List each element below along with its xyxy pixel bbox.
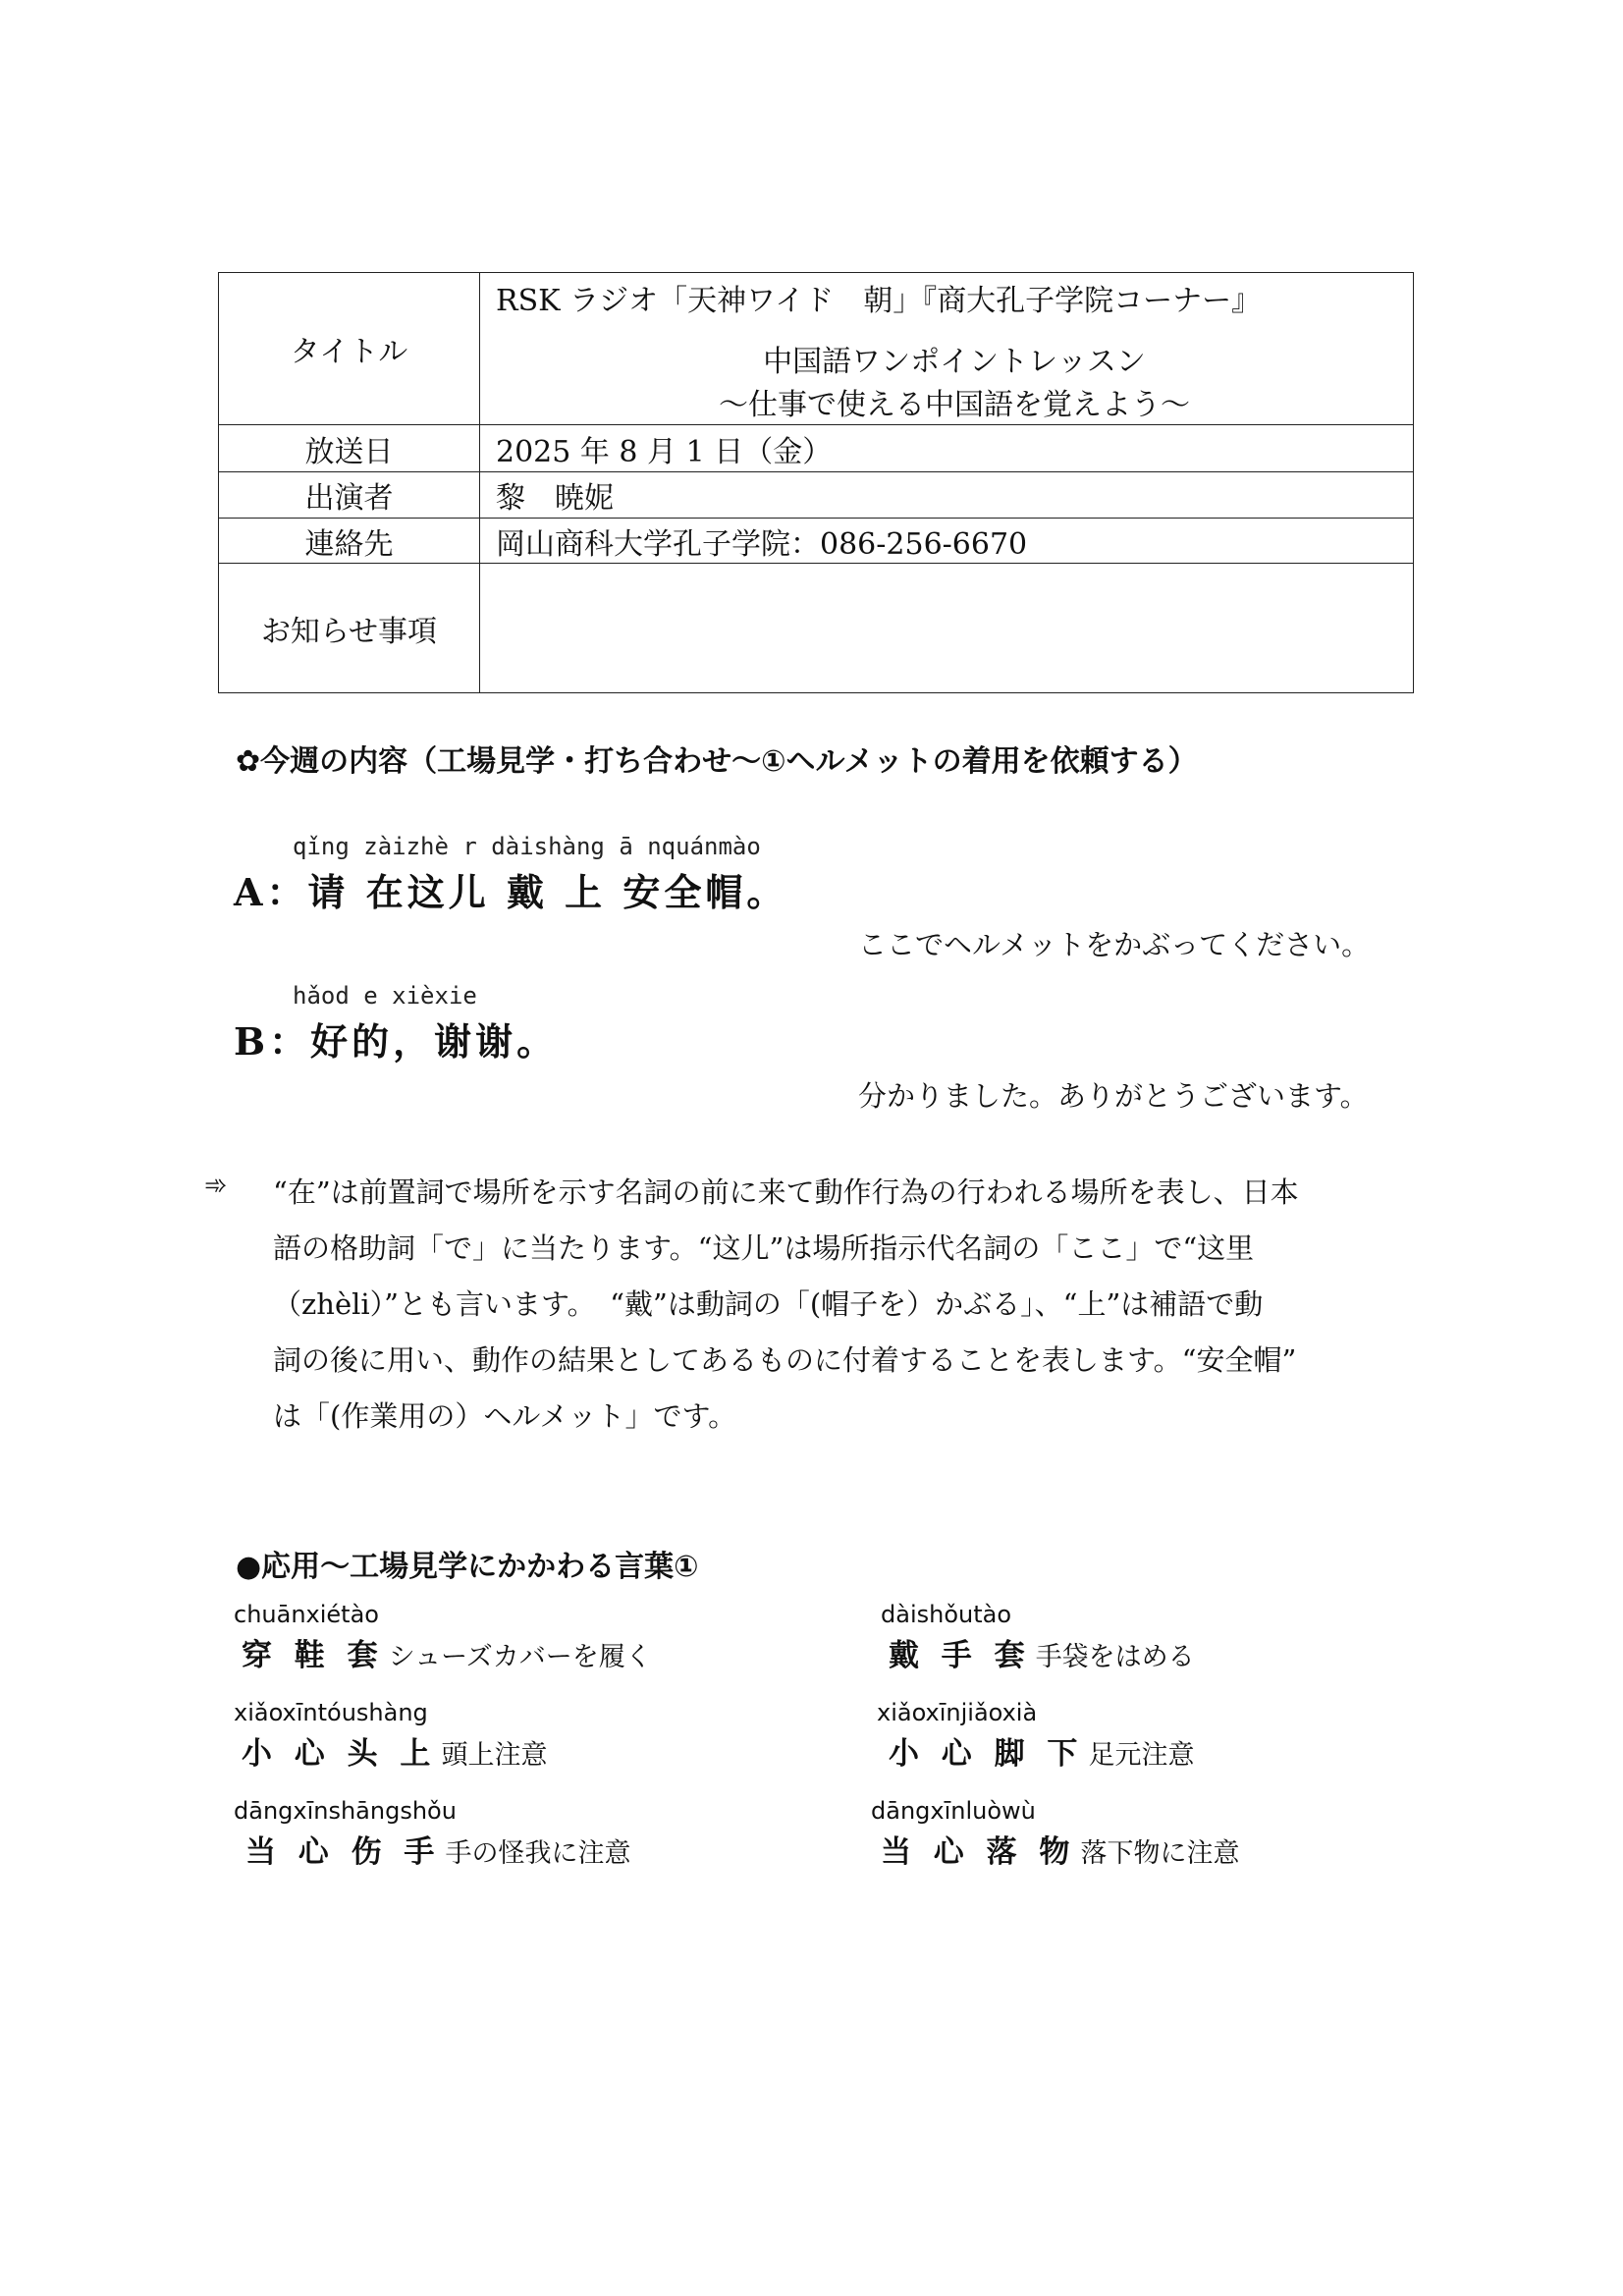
section-heading-this-week: ✿今週の内容（工場見学・打ち合わせ～①ヘルメットの着用を依頼する） bbox=[236, 744, 1198, 779]
dialogue-b-hanzi: 好的，谢谢。 bbox=[310, 1019, 559, 1064]
vocab-hanzi: 小 心 脚 下 bbox=[889, 1736, 1084, 1772]
pointing-hand-icon: ➾ bbox=[204, 1169, 228, 1201]
vocab-pinyin: dāngxīnluòwù bbox=[871, 1797, 1036, 1825]
vocab-item bbox=[234, 1699, 547, 1773]
vocab-hanzi: 当 心 伤 手 bbox=[245, 1834, 441, 1870]
dialogue-b-translation: 分かりました。ありがとうございます。 bbox=[858, 1079, 1369, 1113]
table-row bbox=[219, 472, 1414, 519]
explanation-line: “在”は前置詞で場所を示す名詞の前に来て動作行為の行われる場所を表し、日本 bbox=[273, 1175, 1299, 1209]
vocab-hanzi: 小 心 头 上 bbox=[242, 1736, 437, 1772]
vocab-translation: 頭上注意 bbox=[441, 1740, 548, 1771]
vocab-pinyin: xiǎoxīnjiǎoxià bbox=[877, 1699, 1038, 1726]
vocab-pinyin: xiǎoxīntóushàng bbox=[234, 1699, 428, 1726]
performer-label: 出演者 bbox=[219, 472, 480, 519]
vocab-pinyin: dāngxīnshāngshǒu bbox=[234, 1797, 457, 1825]
title-value bbox=[480, 273, 1414, 425]
dialogue-a-translation: ここでヘルメットをかぶってください。 bbox=[858, 928, 1371, 961]
explanation-line: は「(作業用の）ヘルメット」です。 bbox=[273, 1399, 737, 1433]
vocab-item bbox=[871, 1797, 1239, 1871]
dialogue-b-line bbox=[234, 1011, 558, 1066]
title-line-1: RSK ラジオ「天神ワイド 朝」『商大孔子学院コーナー』 bbox=[496, 284, 1262, 318]
vocab-translation: 足元注意 bbox=[1088, 1740, 1195, 1771]
contact-label: 連絡先 bbox=[219, 519, 480, 564]
dialogue-b-pinyin: hǎod e xièxie bbox=[293, 982, 477, 1010]
explanation-line: （zhèli）”とも言います。 “戴”は動詞の「(帽子を）かぶる」、“上”は補語で動 bbox=[273, 1287, 1264, 1321]
vocab-hanzi: 穿 鞋 套 bbox=[242, 1638, 384, 1673]
vocab-hanzi: 当 心 落 物 bbox=[881, 1834, 1076, 1870]
vocab-item bbox=[877, 1699, 1194, 1773]
notice-label: お知らせ事項 bbox=[219, 564, 480, 693]
vocab-item bbox=[881, 1601, 1195, 1674]
info-table bbox=[218, 272, 1414, 693]
vocab-translation: 手の怪我に注意 bbox=[445, 1838, 631, 1869]
speaker-a: A： bbox=[234, 870, 308, 914]
dialogue-a-pinyin: qǐng zàizhè r dàishàng ā nquánmào bbox=[293, 833, 761, 860]
section-heading-vocab: ●応用～工場見学にかかわる言葉① bbox=[236, 1550, 699, 1584]
explanation-line: 詞の後に用い、動作の結果としてあるものに付着することを表します。“安全帽” bbox=[273, 1343, 1297, 1377]
broadcast-date-value: 2025 年 8 月 1 日（金） bbox=[480, 425, 1414, 472]
vocab-item bbox=[234, 1797, 630, 1871]
table-row bbox=[219, 564, 1414, 693]
table-row bbox=[219, 519, 1414, 564]
vocab-pinyin: chuānxiétào bbox=[234, 1601, 379, 1628]
title-line-3: ～仕事で使える中国語を覚えよう～ bbox=[719, 388, 1190, 422]
vocab-hanzi: 戴 手 套 bbox=[889, 1638, 1031, 1673]
broadcast-date-label: 放送日 bbox=[219, 425, 480, 472]
dialogue-a-line bbox=[234, 862, 787, 916]
vocab-translation: シューズカバーを履く bbox=[388, 1642, 652, 1672]
notice-value bbox=[480, 564, 1414, 693]
contact-value: 岡山商科大学孔子学院：086-256-6670 bbox=[480, 519, 1414, 564]
dialogue-a-hanzi: 请 在这儿 戴 上 安全帽。 bbox=[307, 870, 788, 914]
vocab-pinyin: dàishǒutào bbox=[881, 1601, 1012, 1628]
vocab-item bbox=[234, 1601, 652, 1674]
table-row bbox=[219, 425, 1414, 472]
title-line-2: 中国語ワンポイントレッスン bbox=[763, 345, 1146, 379]
vocab-translation: 手袋をはめる bbox=[1035, 1642, 1195, 1672]
explanation-line: 語の格助詞「で」に当たります。“这儿”は場所指示代名詞の「ここ」で“这里 bbox=[273, 1231, 1255, 1265]
vocab-translation: 落下物に注意 bbox=[1080, 1838, 1240, 1869]
speaker-b: B： bbox=[234, 1019, 311, 1064]
title-label: タイトル bbox=[219, 273, 480, 425]
performer-value: 黎 暁妮 bbox=[480, 472, 1414, 519]
explanation-paragraph bbox=[273, 1165, 1299, 1445]
table-row bbox=[219, 273, 1414, 425]
